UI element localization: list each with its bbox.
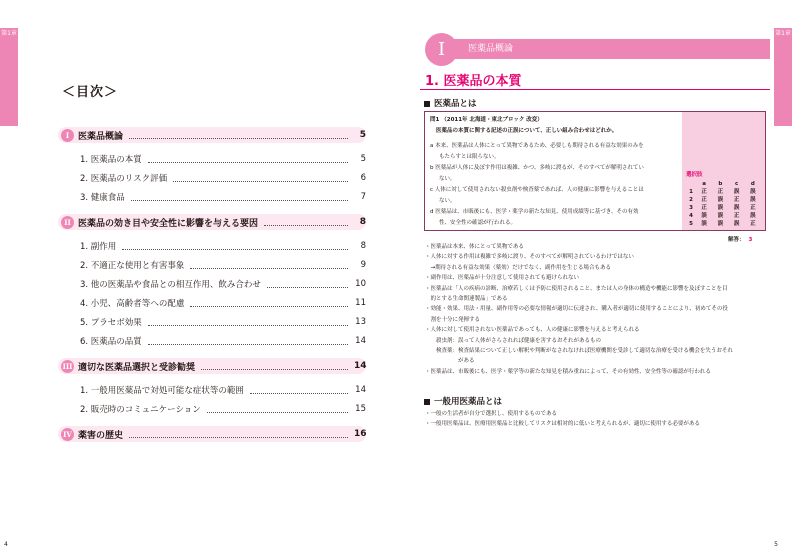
- leader-dots: [190, 299, 348, 307]
- choices-header: 選択肢: [686, 172, 703, 178]
- toc-page-number: 14: [354, 361, 367, 371]
- square-bullet-icon: [424, 101, 430, 107]
- leader-dots: [122, 242, 348, 250]
- note-line: ・医薬品は本来、体にとって異物である: [425, 244, 524, 250]
- answer-value: 3: [748, 237, 753, 243]
- question-option: c 人体に対して使用されない殺虫剤や検査薬であれば、人の健康に影響を与えることは: [430, 187, 644, 193]
- choice-cell: 誤: [701, 221, 707, 227]
- choice-cell: 誤: [717, 213, 724, 219]
- toc-item[interactable]: [58, 168, 366, 187]
- toc-section[interactable]: [58, 214, 366, 230]
- leader-dots: [267, 280, 348, 288]
- leader-dots: [173, 174, 348, 182]
- toc-item[interactable]: [58, 255, 366, 274]
- toc-item[interactable]: [58, 331, 366, 350]
- question-option: 性、安全性の確認が行われる。: [439, 220, 517, 226]
- toc-item[interactable]: [58, 293, 366, 312]
- toc-page-number: 13: [355, 316, 366, 327]
- choice-cell: 4: [689, 213, 693, 219]
- choice-cell: 5: [689, 221, 693, 227]
- note-line: ・医薬品は「人の疾病の診断、治療若しくは予防に使用されること、または人の身体の構造や機能に影響を及ぼすことを目: [425, 285, 728, 292]
- subheading-otc: [424, 395, 502, 407]
- question-option: b 医薬品が人体に及ぼす作用は複雑、かつ、多岐に渡るが、そのすべてが解明されてい: [430, 165, 644, 171]
- leader-dots: [264, 218, 348, 226]
- choice-cell: 誤: [750, 197, 756, 203]
- question-option: a 本来、医薬品は人体にとって異物であるため、必要しも期待される有益な効果のみを: [430, 143, 644, 149]
- toc-page-number: 5: [360, 153, 366, 164]
- toc-item-label: 4. 小児、高齢者等への配慮: [80, 298, 185, 309]
- choice-cell: 誤: [750, 189, 756, 195]
- leader-dots: [129, 430, 348, 438]
- toc-page-number: 8: [360, 240, 366, 251]
- toc-page-number: 14: [355, 384, 366, 395]
- toc-item[interactable]: [58, 380, 366, 399]
- leader-dots: [148, 318, 348, 326]
- toc-item-label: 2. 販売時のコミュニケーション: [80, 404, 201, 415]
- toc-item-label: 1. 一般用医薬品で対処可能な症状等の範囲: [80, 385, 244, 396]
- toc-item-label: 3. 健康食品: [80, 192, 125, 203]
- choices-grid: [686, 180, 761, 228]
- choice-cell: 正: [701, 189, 707, 195]
- chapter-tab-left: 第1章: [0, 28, 18, 126]
- toc-item[interactable]: [58, 187, 366, 206]
- leader-dots: [190, 261, 348, 269]
- leader-dots: [131, 193, 348, 201]
- choice-cell: 誤: [750, 213, 756, 219]
- toc-item-label: 1. 副作用: [80, 241, 117, 252]
- subheading-text: 医薬品とは: [434, 99, 477, 109]
- section-heading: 1. 医薬品の本質: [425, 74, 522, 89]
- toc-page-number: 10: [355, 278, 366, 289]
- notes-list: [425, 242, 767, 377]
- toc-title: ＜目次＞: [62, 85, 119, 100]
- choice-cell: 誤: [717, 197, 724, 203]
- toc-item-label: 2. 医薬品のリスク評価: [80, 173, 168, 184]
- question-option: d 医薬品は、市販後にも、医学・薬学の新たな知見、使用成績等に基づき、その有効: [430, 209, 639, 215]
- choice-cell: 誤: [701, 213, 707, 219]
- chapter-tab-right: 第1章: [774, 28, 792, 126]
- choice-cell: 誤: [717, 205, 724, 211]
- toc-item-label: 3. 他の医薬品や食品との相互作用、飲み合わせ: [80, 279, 261, 290]
- choice-cell: 正: [701, 197, 707, 203]
- choices-col-header: d: [750, 181, 755, 187]
- note-line: ・人体に対する作用は複雑で多岐に渡り、そのすべてが解明されているわけではない: [425, 254, 634, 261]
- chapter-title: 医薬品概論: [468, 44, 514, 54]
- choice-cell: 正: [717, 189, 724, 195]
- toc-item[interactable]: [58, 274, 366, 293]
- choices-col-header: a: [702, 181, 706, 187]
- note-line: ・人体に対して使用されない医薬品であっても、人の健康に影響を与えると考えられる: [425, 327, 640, 334]
- choice-cell: 誤: [733, 221, 740, 227]
- choice-cell: 正: [750, 221, 756, 227]
- toc-section-label: 適切な医薬品選択と受診勧奨: [78, 362, 196, 373]
- section-numeral-badge: I: [61, 129, 74, 142]
- subheading-about: [424, 97, 477, 109]
- choice-cell: 1: [689, 189, 693, 195]
- toc-page-number: 11: [355, 297, 366, 308]
- section-numeral-badge: IV: [61, 428, 74, 441]
- choice-cell: 誤: [733, 205, 740, 211]
- toc-section-label: 薬害の歴史: [78, 430, 124, 441]
- question-label: 問1 （2011年 北海道・東北ブロック 改変）: [430, 117, 543, 123]
- note-line: →期待される有益な効果（薬効）だけでなく、副作用を生じる場合もある: [425, 264, 612, 271]
- toc-page-number: 5: [359, 130, 366, 140]
- note-line: 的とする生命関連製品」である: [425, 296, 508, 303]
- note-line: ・一般の生活者が自分で選択し、使用するものである: [425, 411, 558, 417]
- note-line: ・効能・効果、用法・用量、副作用等の必要な情報が適切に伝達され、購入者が適切に使用することにより、初めてその役: [425, 306, 728, 313]
- chapter-numeral-badge: I: [425, 33, 458, 66]
- question-box: [424, 111, 766, 231]
- toc-item[interactable]: [58, 149, 366, 168]
- section-numeral-badge: II: [61, 216, 74, 229]
- choice-cell: 3: [689, 205, 693, 211]
- toc-page-number: 8: [359, 217, 366, 227]
- question-option: ない。: [439, 176, 456, 182]
- choice-cell: 正: [733, 197, 740, 203]
- subheading-text: 一般用医薬品とは: [434, 397, 503, 407]
- page-number-right: 5: [774, 541, 778, 548]
- question-option: ない。: [439, 198, 456, 204]
- toc-item[interactable]: [58, 236, 366, 255]
- note-line: 殺虫剤：誤って人体がさらされれば健康を害するおそれがあるもの: [425, 337, 602, 344]
- page-number-left: 4: [4, 541, 8, 548]
- toc-page-number: 14: [355, 335, 366, 346]
- choice-cell: 正: [750, 205, 756, 211]
- note-line: 検査薬：検査結果について正しい解釈や判断がなされなければ医療機関を受診して適切な治療を受ける機会を失うおそれ: [425, 348, 733, 355]
- note-line: ・一般用医薬品は、医療用医薬品と比較してリスクは相対的に低いと考えられるが、適切に使用する必要がある: [425, 421, 700, 428]
- table-of-contents: [58, 127, 366, 448]
- choices-col-header: b: [718, 181, 723, 187]
- note-line: ・医薬品は、市販後にも、医学・薬学等の新たな知見を積み重ねによって、その有効性、安全性等の確認が行われる: [425, 368, 711, 375]
- toc-item-label: 5. プラセボ効果: [80, 317, 142, 328]
- toc-section[interactable]: [58, 426, 366, 442]
- toc-page-number: 15: [355, 403, 366, 414]
- choice-cell: 誤: [733, 189, 740, 195]
- toc-item-label: 1. 医薬品の本質: [80, 154, 142, 165]
- chapter-title-bar: [444, 39, 770, 59]
- answer-label: 解答：: [728, 237, 745, 243]
- choices-col-header: [686, 180, 696, 188]
- toc-section[interactable]: [58, 358, 366, 374]
- choice-cell: 正: [733, 213, 740, 219]
- toc-item-label: 6. 医薬品の品質: [80, 336, 142, 347]
- leader-dots: [207, 405, 348, 413]
- toc-page-number: 7: [360, 191, 366, 202]
- leader-dots: [148, 155, 348, 163]
- toc-item[interactable]: [58, 399, 366, 418]
- choice-cell: 誤: [717, 221, 724, 227]
- toc-section-label: 医薬品の効き目や安全性に影響を与える要因: [78, 218, 259, 229]
- section-numeral-badge: III: [62, 361, 73, 371]
- toc-page-number: 16: [354, 429, 367, 439]
- choices-col-header: c: [734, 181, 739, 187]
- note-line: がある: [425, 358, 475, 365]
- leader-dots: [148, 337, 348, 345]
- toc-page-number: 6: [360, 172, 366, 183]
- note-line: 割を十分に発揮する: [425, 316, 481, 323]
- toc-item[interactable]: [58, 312, 366, 331]
- leader-dots: [129, 131, 348, 139]
- choices-panel: [682, 112, 765, 230]
- toc-page-number: 9: [360, 259, 366, 270]
- toc-section-label: 医薬品概論: [78, 131, 124, 142]
- choice-cell: 正: [701, 205, 707, 211]
- question-option: もたらすとは限らない。: [439, 154, 500, 160]
- note-line: ・副作用は、医薬品が十分注意して使用されても避けられない: [425, 275, 580, 282]
- toc-section[interactable]: [58, 127, 366, 143]
- square-bullet-icon: [424, 399, 430, 405]
- toc-item-label: 2. 不適正な使用と有害事象: [80, 260, 185, 271]
- question-text-area: [425, 112, 682, 230]
- choice-cell: 2: [689, 197, 693, 203]
- otc-notes-list: [425, 409, 767, 430]
- leader-dots: [201, 362, 348, 370]
- heading-underline: [420, 89, 770, 90]
- question-prompt: 医薬品の本質に関する記述の正誤について、正しい組み合わせはどれか。: [436, 128, 618, 134]
- leader-dots: [250, 386, 348, 394]
